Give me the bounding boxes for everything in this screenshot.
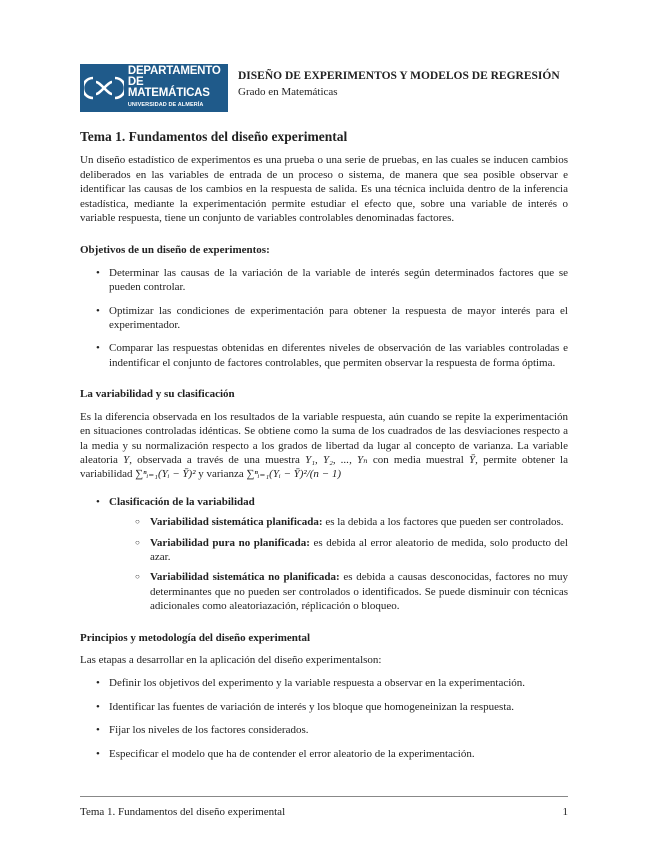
math-formula-variability: ∑ⁿᵢ₌₁(Yᵢ − Ȳ)² (135, 468, 196, 481)
variability-types-list (109, 515, 568, 613)
footer-divider (80, 796, 568, 797)
term: Variabilidad sistemática planificada: (150, 516, 323, 529)
term: Variabilidad sistemática no planificada: (150, 571, 340, 584)
definition: es debida al error aleatorio de medida, solo producto del azar. (150, 536, 568, 563)
list-item (135, 515, 568, 529)
list-item: • Determinar las causas de la variación de la variable de interés según determinados factores que se pueden controlar. (96, 266, 568, 295)
objectives-heading: Objetivos de un diseño de experimentos: (80, 244, 270, 257)
infinity-logo-icon (80, 64, 128, 112)
principles-intro: Las etapas a desarrollar en la aplicación del diseño experimentalson: (80, 653, 382, 666)
course-subtitle: Grado en Matemáticas (238, 86, 338, 98)
math-variable: Y (123, 453, 130, 466)
list-item (135, 536, 568, 565)
logo-line-3: UNIVERSIDAD DE ALMERÍA (127, 101, 204, 108)
paragraph-text: , observada a través de una muestra (129, 453, 306, 466)
principles-heading: Principios y metodología del diseño experimental (80, 631, 311, 644)
logo-line-2: DE MATEMÁTICAS (127, 75, 210, 99)
paragraph-text: con media muestral (367, 453, 470, 466)
page-header (80, 64, 568, 114)
classification-list (80, 495, 568, 614)
paragraph-text: y varianza (195, 468, 247, 481)
objectives-list (80, 266, 568, 370)
variability-heading: La variabilidad y su clasificación (80, 388, 235, 401)
course-title: DISEÑO DE EXPERIMENTOS Y MODELOS DE REGRESIÓN (238, 70, 560, 82)
definition: es debida a causas desconocidas, factores no muy determinantes que no pueden ser controlados o identificados. Se puede disminuir con técnicas adicionales como aleatoriazación, réplicación o bloqueo. (150, 571, 568, 613)
paragraph-text: , permite obtener la variabilidad (80, 453, 568, 481)
list-item: • Fijar los niveles de los factores considerados. (96, 723, 568, 737)
main-content (80, 130, 568, 770)
list-item: • Identificar las fuentes de variación de interés y los bloque que homogeneinizan la respuesta. (96, 700, 568, 714)
chapter-title: Tema 1. Fundamentos del diseño experimental (80, 129, 348, 144)
list-item (135, 570, 568, 613)
principles-list (80, 676, 568, 761)
paragraph-text: Es la diferencia observada en los resultados de la variable respuesta, aún cuando se repite la experimentación en situaciones controladas idénticas. Se obtiene como la suma de los cuadrados de las desviaciones respecto a la media y su normalización respecto a los grados de libertad da lugar al concepto de varianza. La variable aleatoria (80, 410, 568, 466)
term: Variabilidad pura no planificada: (150, 536, 310, 549)
definition: es la debida a los factores que pueden ser controlados. (322, 516, 564, 529)
classification-label: Clasificación de la variabilidad (109, 495, 255, 508)
list-item: • Optimizar las condiciones de experimentación para obtener la respuesta de mayor interés para el experimentador. (96, 304, 568, 333)
list-item: • Especificar el modelo que ha de contender el error aleatorio de la experimentación. (96, 747, 568, 761)
intro-paragraph: Un diseño estadístico de experimentos es una prueba o una serie de pruebas, en las cuales se inducen cambios deliberados en las variables de entrada de un proceso o sistema, de manera que sea posible observar e identificar las causas de los cambios en la respuesta de salida. Es una técnica incluida dentro de la inferencia estadística, mediante la experimentación permite estudiar el efecto que, sobre una variable de interés o variable respuesta, tiene un conjunto de variables controlables denominadas factores. (80, 154, 568, 225)
variability-paragraph (80, 410, 568, 482)
list-item (96, 495, 568, 614)
department-logo (80, 64, 228, 112)
logo-line-1: DEPARTAMENTO (127, 64, 221, 77)
page-number: 1 (562, 806, 568, 818)
list-item: • Comparar las respuestas obtenidas en diferentes niveles de observación de las variables controladas e indentificar el conjunto de factores controlables, que permiten observar la respuesta de forma óptima. (96, 341, 568, 370)
math-formula-variance: ∑ⁿᵢ₌₁(Yᵢ − Ȳ)²/(n − 1) (246, 468, 342, 481)
math-sample: Y₁, Y₂, ..., Yₙ (305, 453, 368, 466)
footer-title: Tema 1. Fundamentos del diseño experimental (80, 806, 286, 818)
math-mean: Ȳ (469, 453, 476, 466)
list-item: • Definir los objetivos del experimento y la variable respuesta a observar en la experimentación. (96, 676, 568, 690)
